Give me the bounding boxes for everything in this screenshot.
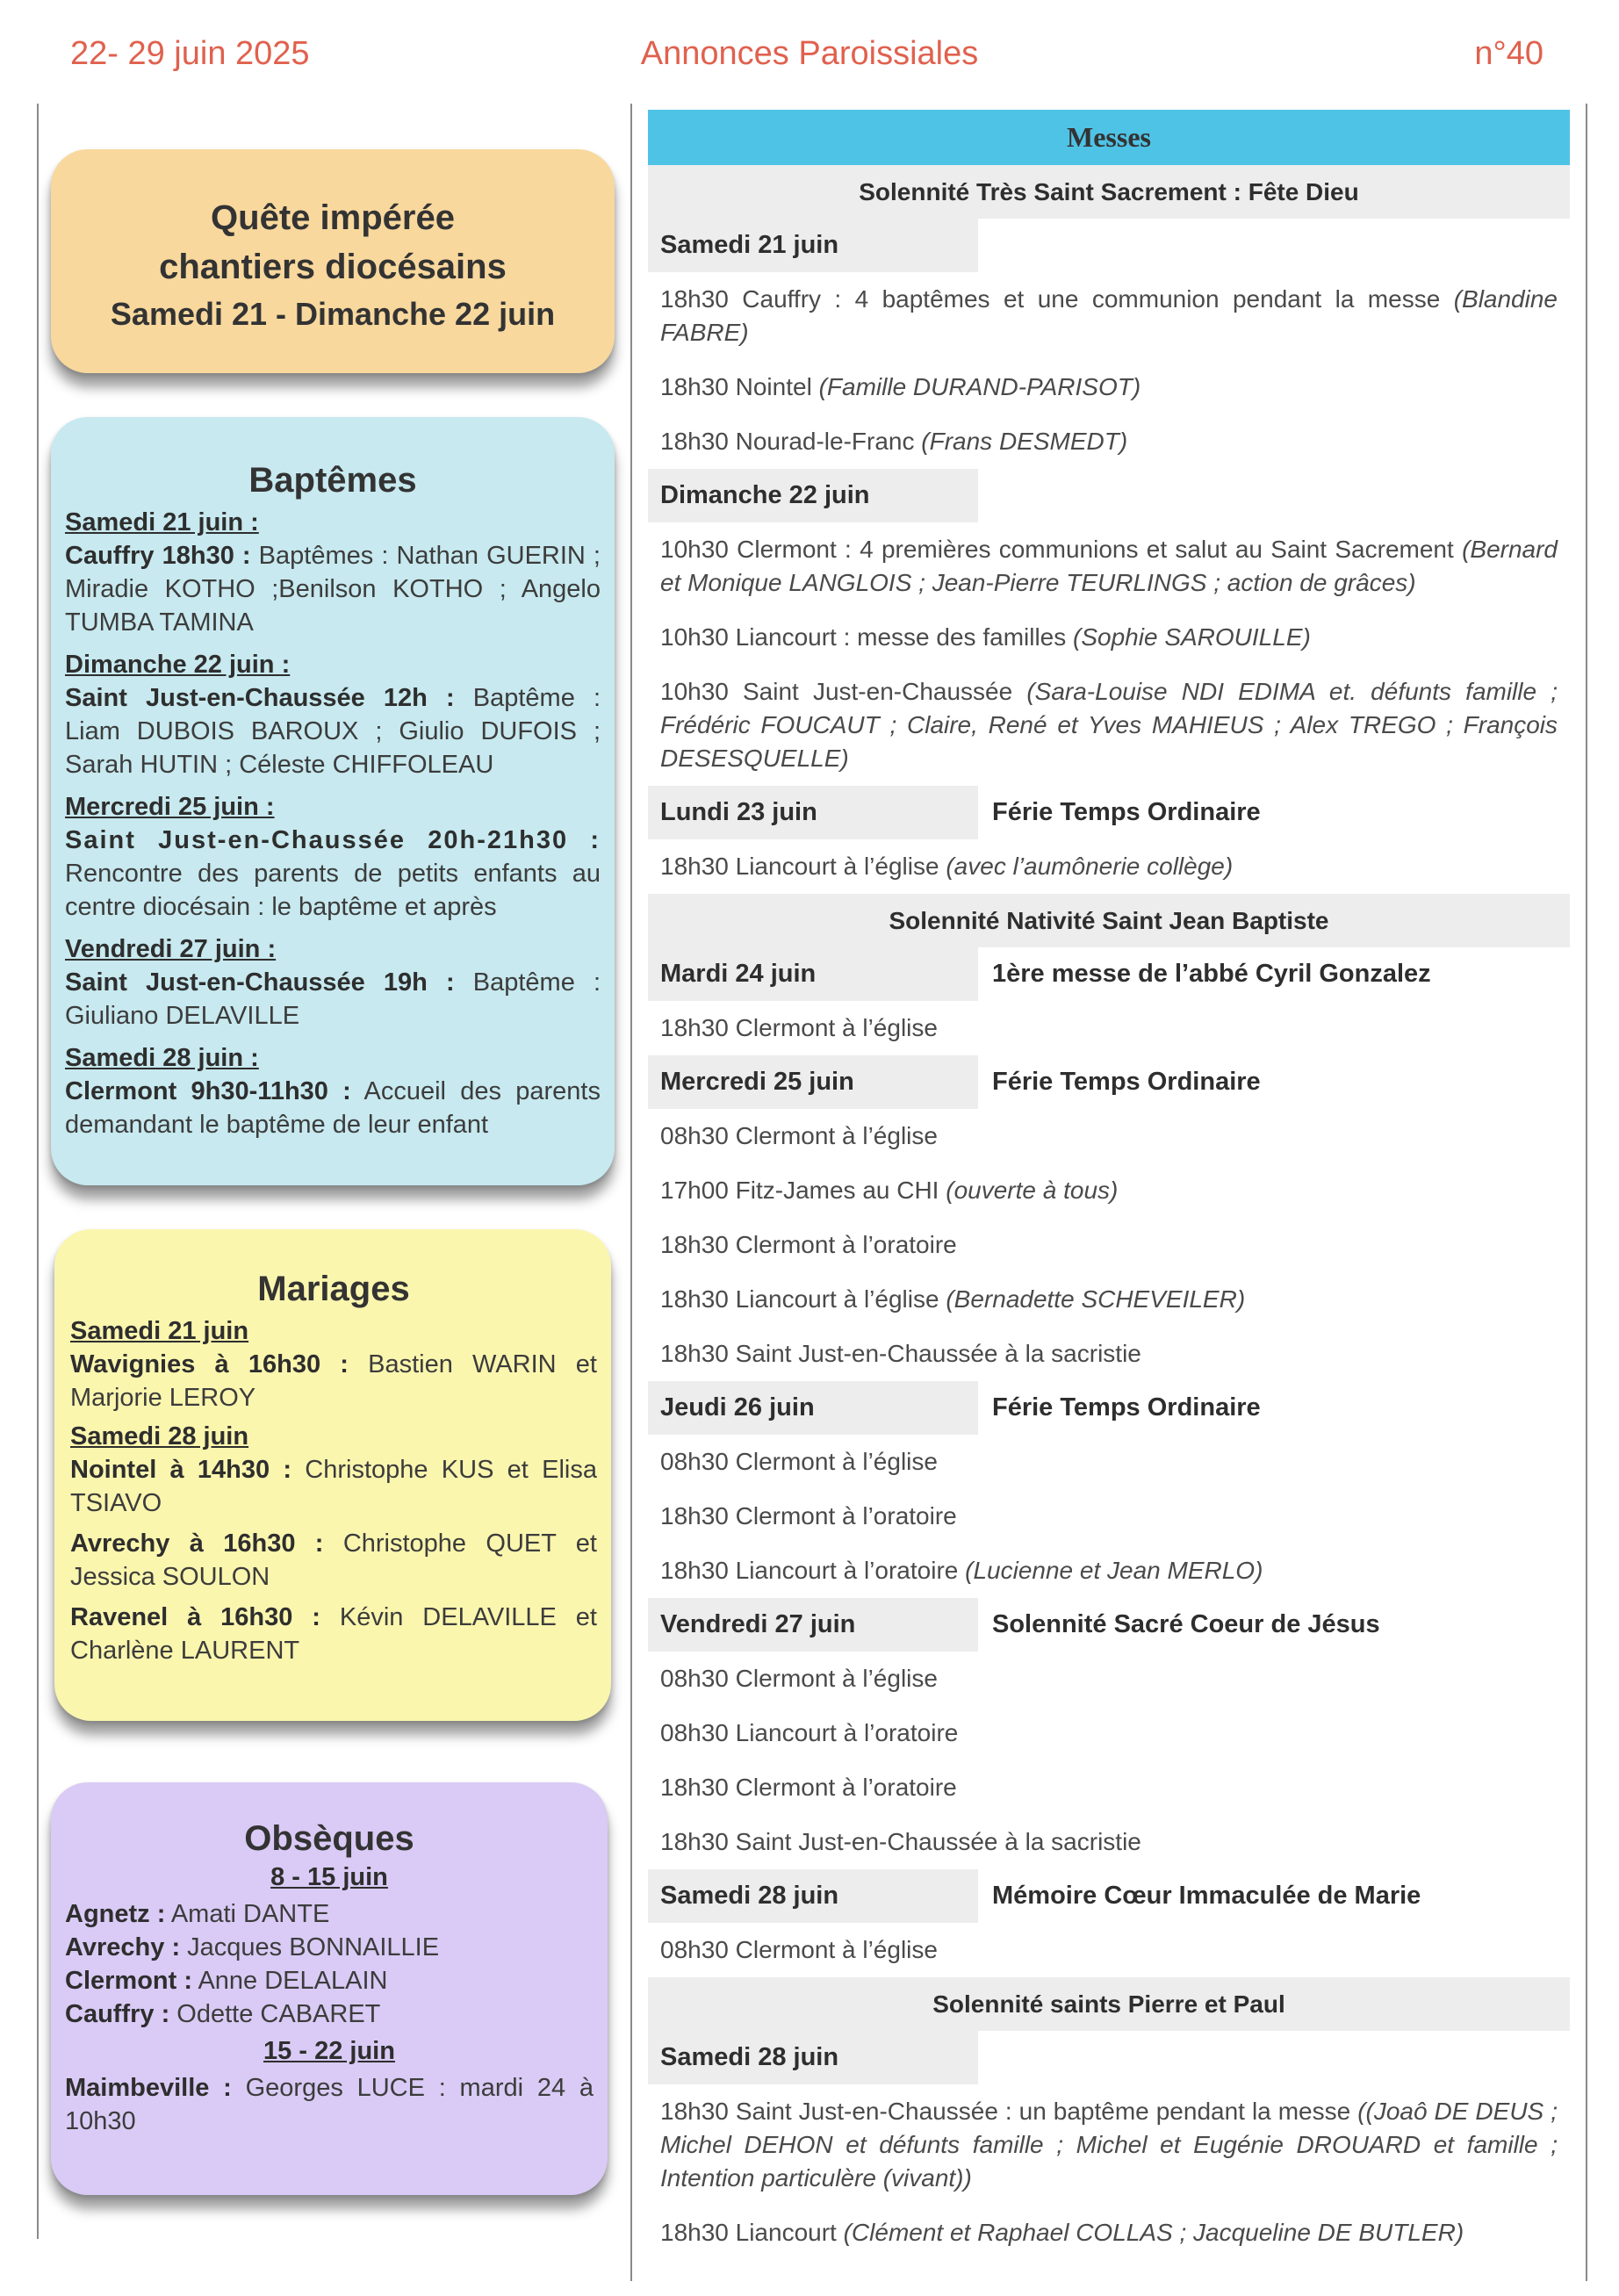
mass-text: 18h30 Saint Just-en-Chaussée à la sacristie [660, 1828, 1141, 1855]
mariage-day: Samedi 28 juin [70, 1422, 249, 1450]
obseques-place: Cauffry : [65, 2000, 170, 2028]
day-cell: Samedi 21 juin [648, 219, 978, 272]
mass-intention: (Bernard et Monique LANGLOIS ; Jean-Pierre TEURLINGS ; action de grâces) [660, 536, 1558, 596]
obseques-place: Avrechy : [65, 1933, 181, 1961]
mariage-entry [70, 1348, 597, 1414]
mass-text: 10h30 Saint Just-en-Chaussée [660, 678, 1027, 705]
bapteme-day: Dimanche 22 juin : [65, 651, 291, 679]
mass-text: 08h30 Clermont à l’église [660, 1448, 938, 1475]
day-cell: Mardi 24 juin [648, 947, 978, 1001]
obseques-place: Agnetz : [65, 1900, 166, 1928]
header-title: Annonces Paroissiales [640, 35, 979, 72]
mariage-couple: Christophe KUS et Elisa TSIAVO [70, 1456, 597, 1517]
mariage-couple: Christophe QUET et Jessica SOULON [70, 1529, 597, 1591]
obseques-place: Clermont : [65, 1967, 192, 1995]
obseques-entry [65, 1997, 594, 2031]
bapteme-detail [65, 824, 601, 924]
day-note: Mémoire Cœur Immaculée de Marie [992, 1882, 1421, 1910]
obseques-period: 8 - 15 juin [270, 1863, 388, 1891]
mass-text: 18h30 Cauffry : 4 baptêmes et une communion pendant la messe [660, 285, 1454, 313]
day-row [648, 786, 1570, 839]
bapteme-place: Cauffry 18h30 : [65, 542, 251, 570]
mass-text: 08h30 Clermont à l’église [660, 1936, 938, 1963]
bapteme-day: Samedi 21 juin : [65, 508, 259, 536]
mass-line [648, 1489, 1570, 1544]
baptemes-title: Baptêmes [248, 461, 417, 500]
mass-intention: (Blandine FABRE) [660, 285, 1558, 346]
bapteme-entry [65, 1041, 601, 1141]
bapteme-place: Saint Just-en-Chaussée 19h : [65, 968, 455, 997]
day-cell: Vendredi 27 juin [648, 1598, 978, 1652]
mass-text: 18h30 Liancourt à l’église [660, 853, 946, 880]
day-note: Férie Temps Ordinaire [992, 1393, 1261, 1422]
bapteme-day: Vendredi 27 juin : [65, 935, 277, 963]
mass-text: 18h30 Liancourt à l’église [660, 1285, 946, 1313]
day-row [648, 1055, 1570, 1109]
mass-text: 18h30 Liancourt [660, 2219, 844, 2246]
bapteme-place: Saint Just-en-Chaussée 12h : [65, 684, 455, 712]
mass-line [648, 1706, 1570, 1760]
solennity-row: Solennité saints Pierre et Paul [648, 1977, 1570, 2031]
obseques-box [51, 1782, 608, 2195]
mass-intention: (Sara-Louise NDI EDIMA et. défunts famille ; Frédéric FOUCAUT ; Claire, René et Yves MAHIEUS ; Alex TREGO ; François DESESQUELLE) [660, 678, 1558, 772]
messes-column [648, 110, 1570, 2260]
mariage-place: Wavignies à 16h30 : [70, 1350, 349, 1378]
bapteme-place: Clermont 9h30-11h30 : [65, 1077, 351, 1105]
day-row [648, 2031, 1570, 2084]
messes-title: Messes [1067, 121, 1151, 153]
mass-line [648, 1544, 1570, 1598]
day-cell: Jeudi 26 juin [648, 1381, 978, 1435]
left-margin-rule [37, 104, 39, 2239]
header-date-range: 22- 29 juin 2025 [70, 35, 310, 72]
bapteme-text: Baptême : Giuliano DELAVILLE [65, 968, 601, 1030]
mass-line [648, 1109, 1570, 1163]
bapteme-text: Accueil des parents demandant le baptême de leur enfant [65, 1077, 601, 1139]
bapteme-day: Mercredi 25 juin : [65, 793, 275, 821]
day-note: Férie Temps Ordinaire [992, 798, 1261, 826]
day-row [648, 947, 1570, 1001]
bapteme-day: Samedi 28 juin : [65, 1044, 259, 1072]
mass-text: 10h30 Liancourt : messe des familles [660, 623, 1074, 651]
bapteme-detail [65, 966, 601, 1033]
day-cell: Samedi 28 juin [648, 2031, 978, 2084]
bapteme-detail [65, 681, 601, 781]
solennity-row: Solennité Nativité Saint Jean Baptiste [648, 894, 1570, 947]
obseques-entry [65, 2071, 594, 2138]
mass-line [648, 1923, 1570, 1977]
mass-intention: (Frans DESMEDT) [921, 428, 1128, 455]
mariages-title: Mariages [257, 1270, 410, 1308]
mass-line [648, 610, 1570, 665]
mass-text: 17h00 Fitz-James au CHI [660, 1177, 946, 1204]
day-note: Férie Temps Ordinaire [992, 1068, 1261, 1096]
bapteme-detail [65, 539, 601, 639]
mass-intention: (Sophie SAROUILLE) [1073, 623, 1311, 651]
header-issue-number: n°40 [1474, 35, 1543, 72]
day-cell: Dimanche 22 juin [648, 469, 978, 522]
mass-line [648, 1815, 1570, 1869]
mass-intention: (avec l’aumônerie collège) [946, 853, 1234, 880]
bapteme-place: Saint Just-en-Chaussée 20h-21h30 : [65, 826, 601, 854]
mass-text: 10h30 Clermont : 4 premières communions et salut au Saint Sacrement [660, 536, 1463, 563]
bapteme-detail [65, 1075, 601, 1141]
obseques-entry [65, 1897, 594, 1931]
day-cell: Samedi 28 juin [648, 1869, 978, 1923]
mass-line [648, 1163, 1570, 1218]
mass-text: 18h30 Clermont à l’église [660, 1014, 938, 1041]
baptemes-box [51, 417, 615, 1185]
mass-text: 08h30 Clermont à l’église [660, 1122, 938, 1149]
obseques-name: Jacques BONNAILLIE [180, 1933, 440, 1961]
day-row [648, 469, 1570, 522]
mass-intention: (Lucienne et Jean MERLO) [965, 1557, 1263, 1584]
day-note: 1ère messe de l’abbé Cyril Gonzalez [992, 960, 1431, 988]
obseques-place: Maimbeville : [65, 2074, 232, 2102]
bapteme-entry [65, 790, 601, 924]
mariage-place: Avrechy à 16h30 : [70, 1529, 324, 1558]
obseques-name: Odette CABARET [169, 2000, 381, 2028]
day-row [648, 1869, 1570, 1923]
mass-text: 08h30 Clermont à l’église [660, 1665, 938, 1692]
mass-line [648, 1272, 1570, 1327]
mass-intention: (Famille DURAND-PARISOT) [818, 373, 1141, 400]
obseques-entry [65, 1964, 594, 1997]
mariage-couple: Bastien WARIN et Marjorie LEROY [70, 1350, 597, 1412]
bapteme-text: Baptêmes : Nathan GUERIN ; Miradie KOTHO ;Benilson KOTHO ; Angelo TUMBA TAMINA [65, 542, 601, 637]
day-row [648, 1598, 1570, 1652]
quete-line-1: Quête impérée [211, 198, 455, 237]
mass-text: 18h30 Clermont à l’oratoire [660, 1231, 957, 1258]
mass-line [648, 2206, 1570, 2260]
obseques-entry [65, 1931, 594, 1964]
right-margin-rule [1586, 104, 1587, 2281]
mass-line [648, 1435, 1570, 1489]
quete-line-2: chantiers diocésains [159, 248, 507, 286]
mass-text: 18h30 Saint Just-en-Chaussée à la sacristie [660, 1340, 1141, 1367]
mass-text: 18h30 Saint Just-en-Chaussée : un baptême pendant la messe [660, 2098, 1358, 2125]
obseques-name: Anne DELALAIN [192, 1967, 388, 1995]
mass-line [648, 414, 1570, 469]
mass-line [648, 2084, 1570, 2206]
bapteme-text: Baptême : Liam DUBOIS BAROUX ; Giulio DUFOIS ; Sarah HUTIN ; Céleste CHIFFOLEAU [65, 684, 601, 779]
bapteme-entry [65, 648, 601, 781]
obseques-name: Georges LUCE : mardi 24 à 10h30 [65, 2074, 594, 2135]
mariages-box [54, 1229, 611, 1721]
mass-line [648, 1327, 1570, 1381]
mass-text: 18h30 Clermont à l’oratoire [660, 1502, 957, 1529]
mass-text: 08h30 Liancourt à l’oratoire [660, 1719, 959, 1746]
mass-text: 18h30 Nourad-le-Franc [660, 428, 922, 455]
mariage-couple: Kévin DELAVILLE et Charlène LAURENT [70, 1603, 597, 1665]
mariage-entry [70, 1601, 597, 1667]
mass-text: 18h30 Nointel [660, 373, 819, 400]
obseques-period: 15 - 22 juin [263, 2037, 395, 2065]
mass-line [648, 665, 1570, 786]
quete-line-3: Samedi 21 - Dimanche 22 juin [110, 296, 556, 332]
bapteme-entry [65, 506, 601, 639]
day-note: Solennité Sacré Coeur de Jésus [992, 1610, 1380, 1638]
mariage-entry [70, 1453, 597, 1520]
mass-intention: ((Joaô DE DEUS ; Michel DEHON et défunts famille ; Michel et Eugénie DROUARD et famille ; Intention particulère (vivant)) [660, 2098, 1558, 2192]
mass-line [648, 522, 1570, 610]
mass-line [648, 839, 1570, 894]
mass-text: 18h30 Clermont à l’oratoire [660, 1774, 957, 1801]
day-cell: Lundi 23 juin [648, 786, 978, 839]
solennity-row: Solennité Très Saint Sacrement : Fête Dieu [648, 165, 1570, 219]
mass-intention: (Bernadette SCHEVEILER) [946, 1285, 1246, 1313]
obseques-title: Obsèques [244, 1819, 414, 1858]
bapteme-text: Rencontre des parents de petits enfants au centre diocésain : le baptême et après [65, 860, 601, 921]
mariage-entry [70, 1527, 597, 1594]
mass-intention: (ouverte à tous) [946, 1177, 1119, 1204]
mass-intention: (Clément et Raphael COLLAS ; Jacqueline DE BUTLER) [843, 2219, 1464, 2246]
day-row [648, 219, 1570, 272]
bapteme-entry [65, 932, 601, 1033]
quete-box [51, 149, 615, 373]
mariage-place: Ravenel à 16h30 : [70, 1603, 320, 1631]
mariage-place: Nointel à 14h30 : [70, 1456, 292, 1484]
mass-line [648, 1652, 1570, 1706]
mass-line [648, 1760, 1570, 1815]
day-cell: Mercredi 25 juin [648, 1055, 978, 1109]
messes-banner [648, 110, 1570, 165]
day-row [648, 1381, 1570, 1435]
mass-line [648, 1001, 1570, 1055]
mass-line [648, 1218, 1570, 1272]
obseques-name: Amati DANTE [165, 1900, 330, 1928]
mariage-day: Samedi 21 juin [70, 1317, 249, 1345]
mass-text: 18h30 Liancourt à l’oratoire [660, 1557, 966, 1584]
mass-line [648, 272, 1570, 360]
mass-line [648, 360, 1570, 414]
column-divider-rule [630, 104, 632, 2281]
